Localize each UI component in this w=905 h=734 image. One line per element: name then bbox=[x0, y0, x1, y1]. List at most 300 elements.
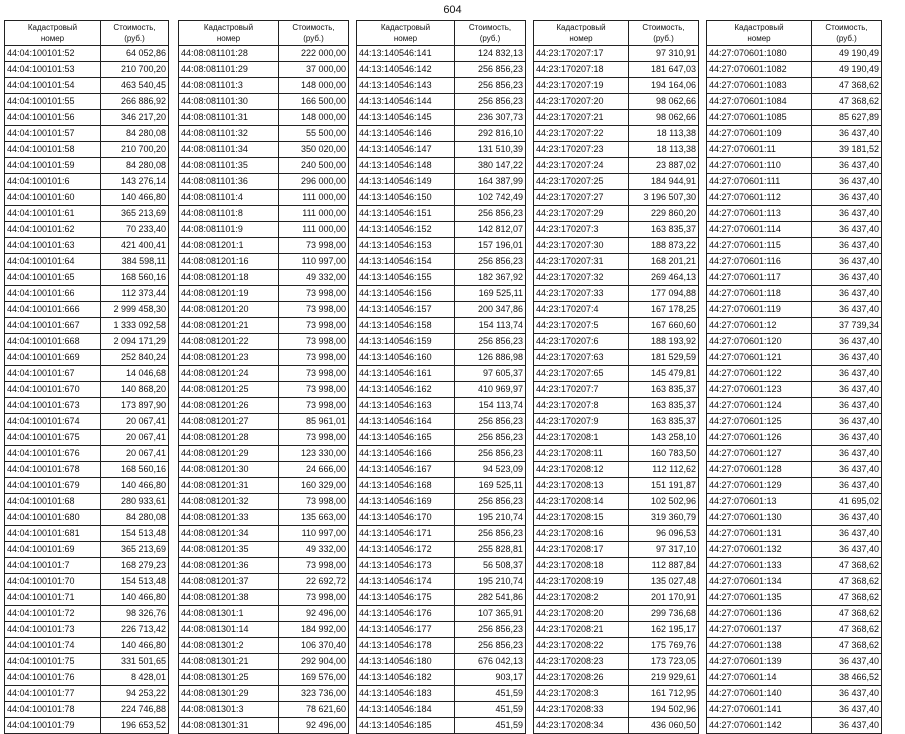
cadastral-number-cell: 44:08:081101:31 bbox=[179, 110, 279, 126]
cadastral-number-cell: 44:13:140546:151 bbox=[357, 206, 455, 222]
cost-cell: 210 700,20 bbox=[101, 142, 169, 158]
cadastral-number-cell: 44:13:140546:157 bbox=[357, 302, 455, 318]
cost-cell: 256 856,23 bbox=[455, 62, 526, 78]
table-row bbox=[5, 62, 169, 78]
cost-cell: 47 368,62 bbox=[812, 638, 882, 654]
table-row bbox=[707, 622, 882, 638]
cost-cell: 188 193,92 bbox=[629, 334, 699, 350]
table-row bbox=[707, 158, 882, 174]
table-row bbox=[534, 46, 699, 62]
table-row bbox=[534, 270, 699, 286]
table-row bbox=[707, 430, 882, 446]
cadastral-number-cell: 44:13:140546:152 bbox=[357, 222, 455, 238]
cost-cell: 112 887,84 bbox=[629, 558, 699, 574]
cadastral-number-cell: 44:04:100101:59 bbox=[5, 158, 101, 174]
cadastral-number-cell: 44:13:140546:184 bbox=[357, 702, 455, 718]
cadastral-number-cell: 44:27:070601:134 bbox=[707, 574, 812, 590]
cadastral-number-cell: 44:08:081201:25 bbox=[179, 382, 279, 398]
cadastral-number-cell: 44:04:100101:75 bbox=[5, 654, 101, 670]
cadastral-number-cell: 44:13:140546:163 bbox=[357, 398, 455, 414]
cadastral-number-cell: 44:27:070601:124 bbox=[707, 398, 812, 414]
cost-cell: 365 213,69 bbox=[101, 206, 169, 222]
cost-cell: 73 998,00 bbox=[279, 366, 349, 382]
cost-cell: 73 998,00 bbox=[279, 398, 349, 414]
cost-cell: 676 042,13 bbox=[455, 654, 526, 670]
cost-cell: 36 437,40 bbox=[812, 190, 882, 206]
cadastral-number-cell: 44:23:170207:18 bbox=[534, 62, 629, 78]
cost-cell: 188 873,22 bbox=[629, 238, 699, 254]
cadastral-number-cell: 44:08:081201:30 bbox=[179, 462, 279, 478]
table-row bbox=[707, 270, 882, 286]
cadastral-number-cell: 44:13:140546:165 bbox=[357, 430, 455, 446]
table-row bbox=[5, 654, 169, 670]
table-row bbox=[5, 78, 169, 94]
cadastral-number-cell: 44:23:170207:17 bbox=[534, 46, 629, 62]
cadastral-number-cell: 44:23:170207:4 bbox=[534, 302, 629, 318]
cadastral-number-cell: 44:23:170208:16 bbox=[534, 526, 629, 542]
header-cost: Стоимость, (руб.) bbox=[455, 21, 526, 46]
cost-cell: 36 437,40 bbox=[812, 350, 882, 366]
cost-cell: 73 998,00 bbox=[279, 238, 349, 254]
cadastral-number-cell: 44:23:170207:63 bbox=[534, 350, 629, 366]
cost-cell: 256 856,23 bbox=[455, 446, 526, 462]
table-row bbox=[179, 462, 349, 478]
table-row bbox=[179, 446, 349, 462]
cadastral-number-cell: 44:04:100101:69 bbox=[5, 542, 101, 558]
cadastral-number-cell: 44:04:100101:71 bbox=[5, 590, 101, 606]
cadastral-number-cell: 44:04:100101:52 bbox=[5, 46, 101, 62]
cadastral-number-cell: 44:23:170207:27 bbox=[534, 190, 629, 206]
cadastral-number-cell: 44:08:081301:21 bbox=[179, 654, 279, 670]
cost-cell: 256 856,23 bbox=[455, 494, 526, 510]
cost-cell: 256 856,23 bbox=[455, 526, 526, 542]
cadastral-number-cell: 44:08:081101:3 bbox=[179, 78, 279, 94]
table-row bbox=[357, 254, 526, 270]
cost-cell: 85 627,89 bbox=[812, 110, 882, 126]
cadastral-number-cell: 44:27:070601:131 bbox=[707, 526, 812, 542]
cost-cell: 73 998,00 bbox=[279, 494, 349, 510]
table-row bbox=[534, 494, 699, 510]
cadastral-number-cell: 44:27:070601:114 bbox=[707, 222, 812, 238]
cadastral-number-cell: 44:08:081101:32 bbox=[179, 126, 279, 142]
cost-cell: 37 000,00 bbox=[279, 62, 349, 78]
cadastral-number-cell: 44:27:070601:113 bbox=[707, 206, 812, 222]
cadastral-number-cell: 44:08:081201:1 bbox=[179, 238, 279, 254]
cadastral-number-cell: 44:23:170208:11 bbox=[534, 446, 629, 462]
cadastral-number-cell: 44:27:070601:11 bbox=[707, 142, 812, 158]
table-row bbox=[707, 254, 882, 270]
table-row bbox=[357, 174, 526, 190]
cost-cell: 184 944,91 bbox=[629, 174, 699, 190]
cadastral-number-cell: 44:04:100101:63 bbox=[5, 238, 101, 254]
cadastral-number-cell: 44:27:070601:138 bbox=[707, 638, 812, 654]
cost-cell: 135 027,48 bbox=[629, 574, 699, 590]
cadastral-number-cell: 44:08:081201:29 bbox=[179, 446, 279, 462]
cost-cell: 36 437,40 bbox=[812, 254, 882, 270]
cadastral-number-cell: 44:13:140546:166 bbox=[357, 446, 455, 462]
cost-cell: 14 046,68 bbox=[101, 366, 169, 382]
table-row bbox=[534, 510, 699, 526]
cadastral-number-cell: 44:13:140546:149 bbox=[357, 174, 455, 190]
cost-cell: 124 832,13 bbox=[455, 46, 526, 62]
cost-cell: 84 280,08 bbox=[101, 158, 169, 174]
table-row bbox=[5, 718, 169, 734]
cost-cell: 2 999 458,30 bbox=[101, 302, 169, 318]
cadastral-table-4 bbox=[533, 20, 699, 734]
cost-cell: 131 510,39 bbox=[455, 142, 526, 158]
cadastral-number-cell: 44:08:081201:36 bbox=[179, 558, 279, 574]
cost-cell: 256 856,23 bbox=[455, 414, 526, 430]
cadastral-number-cell: 44:04:100101:675 bbox=[5, 430, 101, 446]
cadastral-number-cell: 44:23:170207:30 bbox=[534, 238, 629, 254]
table-row bbox=[707, 174, 882, 190]
cadastral-number-cell: 44:04:100101:68 bbox=[5, 494, 101, 510]
cost-cell: 36 437,40 bbox=[812, 206, 882, 222]
cadastral-number-cell: 44:08:081101:30 bbox=[179, 94, 279, 110]
cost-cell: 210 700,20 bbox=[101, 62, 169, 78]
table-row bbox=[179, 606, 349, 622]
cost-cell: 36 437,40 bbox=[812, 414, 882, 430]
cadastral-number-cell: 44:13:140546:155 bbox=[357, 270, 455, 286]
cadastral-number-cell: 44:23:170208:20 bbox=[534, 606, 629, 622]
cadastral-number-cell: 44:27:070601:142 bbox=[707, 718, 812, 734]
cost-cell: 36 437,40 bbox=[812, 510, 882, 526]
table-row bbox=[179, 654, 349, 670]
table-row bbox=[534, 606, 699, 622]
table-row bbox=[179, 366, 349, 382]
table-row bbox=[534, 382, 699, 398]
header-cost: Стоимость, (руб.) bbox=[629, 21, 699, 46]
cost-cell: 292 904,00 bbox=[279, 654, 349, 670]
cost-cell: 36 437,40 bbox=[812, 302, 882, 318]
cost-cell: 463 540,45 bbox=[101, 78, 169, 94]
cost-cell: 161 712,95 bbox=[629, 686, 699, 702]
cadastral-number-cell: 44:13:140546:145 bbox=[357, 110, 455, 126]
cadastral-number-cell: 44:04:100101:79 bbox=[5, 718, 101, 734]
table-row bbox=[179, 222, 349, 238]
cost-cell: 140 466,80 bbox=[101, 638, 169, 654]
table-row bbox=[179, 542, 349, 558]
cadastral-number-cell: 44:08:081301:25 bbox=[179, 670, 279, 686]
table-row bbox=[534, 446, 699, 462]
cost-cell: 224 746,88 bbox=[101, 702, 169, 718]
table-row bbox=[707, 110, 882, 126]
cost-cell: 98 326,76 bbox=[101, 606, 169, 622]
cadastral-number-cell: 44:27:070601:112 bbox=[707, 190, 812, 206]
cadastral-number-cell: 44:04:100101:679 bbox=[5, 478, 101, 494]
cadastral-number-cell: 44:27:070601:1084 bbox=[707, 94, 812, 110]
cadastral-number-cell: 44:23:170207:24 bbox=[534, 158, 629, 174]
cadastral-number-cell: 44:04:100101:62 bbox=[5, 222, 101, 238]
cost-cell: 84 280,08 bbox=[101, 126, 169, 142]
table-row bbox=[179, 94, 349, 110]
cadastral-number-cell: 44:04:100101:70 bbox=[5, 574, 101, 590]
table-row bbox=[5, 590, 169, 606]
table-row bbox=[5, 702, 169, 718]
cost-cell: 94 523,09 bbox=[455, 462, 526, 478]
table-row bbox=[179, 622, 349, 638]
table-row bbox=[534, 62, 699, 78]
table-row bbox=[534, 350, 699, 366]
cost-cell: 47 368,62 bbox=[812, 574, 882, 590]
cost-cell: 36 437,40 bbox=[812, 446, 882, 462]
cost-cell: 73 998,00 bbox=[279, 350, 349, 366]
table-row bbox=[357, 238, 526, 254]
cost-cell: 135 663,00 bbox=[279, 510, 349, 526]
cost-cell: 182 367,92 bbox=[455, 270, 526, 286]
table-row bbox=[179, 270, 349, 286]
table-row bbox=[707, 334, 882, 350]
cost-cell: 142 812,07 bbox=[455, 222, 526, 238]
cadastral-number-cell: 44:27:070601:14 bbox=[707, 670, 812, 686]
cadastral-number-cell: 44:13:140546:148 bbox=[357, 158, 455, 174]
cadastral-table-1 bbox=[4, 20, 169, 734]
cadastral-number-cell: 44:13:140546:169 bbox=[357, 494, 455, 510]
table-row bbox=[707, 222, 882, 238]
cadastral-number-cell: 44:23:170207:29 bbox=[534, 206, 629, 222]
table-row bbox=[707, 366, 882, 382]
cadastral-number-cell: 44:23:170208:34 bbox=[534, 718, 629, 734]
cadastral-number-cell: 44:13:140546:168 bbox=[357, 478, 455, 494]
cost-cell: 73 998,00 bbox=[279, 334, 349, 350]
cadastral-number-cell: 44:08:081101:9 bbox=[179, 222, 279, 238]
table-row bbox=[707, 462, 882, 478]
cadastral-number-cell: 44:27:070601:125 bbox=[707, 414, 812, 430]
cost-cell: 23 887,02 bbox=[629, 158, 699, 174]
cadastral-number-cell: 44:23:170208:3 bbox=[534, 686, 629, 702]
table-row bbox=[5, 110, 169, 126]
cost-cell: 255 828,81 bbox=[455, 542, 526, 558]
cadastral-number-cell: 44:23:170208:26 bbox=[534, 670, 629, 686]
cost-cell: 36 437,40 bbox=[812, 478, 882, 494]
cost-cell: 167 178,25 bbox=[629, 302, 699, 318]
cost-cell: 269 464,13 bbox=[629, 270, 699, 286]
cadastral-number-cell: 44:23:170207:22 bbox=[534, 126, 629, 142]
cost-cell: 140 868,20 bbox=[101, 382, 169, 398]
table-row bbox=[357, 222, 526, 238]
cadastral-number-cell: 44:08:081201:24 bbox=[179, 366, 279, 382]
table-row bbox=[179, 510, 349, 526]
cadastral-number-cell: 44:27:070601:1082 bbox=[707, 62, 812, 78]
cadastral-number-cell: 44:23:170208:13 bbox=[534, 478, 629, 494]
cost-cell: 92 496,00 bbox=[279, 718, 349, 734]
table-row bbox=[179, 350, 349, 366]
table-row bbox=[357, 334, 526, 350]
cost-cell: 163 835,37 bbox=[629, 382, 699, 398]
cadastral-number-cell: 44:08:081201:22 bbox=[179, 334, 279, 350]
table-row bbox=[707, 302, 882, 318]
table-row bbox=[5, 686, 169, 702]
table-row bbox=[357, 686, 526, 702]
table-row bbox=[707, 318, 882, 334]
cost-cell: 36 437,40 bbox=[812, 398, 882, 414]
cadastral-number-cell: 44:23:170208:14 bbox=[534, 494, 629, 510]
cost-cell: 73 998,00 bbox=[279, 558, 349, 574]
cadastral-number-cell: 44:08:081301:1 bbox=[179, 606, 279, 622]
cadastral-number-cell: 44:08:081201:16 bbox=[179, 254, 279, 270]
cost-cell: 47 368,62 bbox=[812, 590, 882, 606]
table-header-row bbox=[534, 21, 699, 46]
cadastral-number-cell: 44:27:070601:130 bbox=[707, 510, 812, 526]
table-row bbox=[179, 286, 349, 302]
cadastral-number-cell: 44:13:140546:172 bbox=[357, 542, 455, 558]
cadastral-number-cell: 44:23:170207:20 bbox=[534, 94, 629, 110]
cost-cell: 2 094 171,29 bbox=[101, 334, 169, 350]
table-row bbox=[179, 126, 349, 142]
cost-cell: 280 933,61 bbox=[101, 494, 169, 510]
table-row bbox=[357, 142, 526, 158]
cadastral-number-cell: 44:27:070601:120 bbox=[707, 334, 812, 350]
table-row bbox=[357, 542, 526, 558]
cadastral-number-cell: 44:04:100101:6 bbox=[5, 174, 101, 190]
cost-cell: 236 307,73 bbox=[455, 110, 526, 126]
cadastral-number-cell: 44:23:170207:65 bbox=[534, 366, 629, 382]
table-row bbox=[707, 142, 882, 158]
cost-cell: 8 428,01 bbox=[101, 670, 169, 686]
cost-cell: 451,59 bbox=[455, 686, 526, 702]
cost-cell: 168 560,16 bbox=[101, 462, 169, 478]
cost-cell: 73 998,00 bbox=[279, 286, 349, 302]
table-row bbox=[707, 478, 882, 494]
cadastral-number-cell: 44:13:140546:156 bbox=[357, 286, 455, 302]
cadastral-number-cell: 44:23:170208:23 bbox=[534, 654, 629, 670]
table-row bbox=[179, 590, 349, 606]
table-row bbox=[179, 494, 349, 510]
table-row bbox=[357, 558, 526, 574]
cadastral-number-cell: 44:27:070601:115 bbox=[707, 238, 812, 254]
table-row bbox=[179, 558, 349, 574]
table-row bbox=[179, 414, 349, 430]
table-row bbox=[707, 590, 882, 606]
cadastral-number-cell: 44:04:100101:680 bbox=[5, 510, 101, 526]
cadastral-number-cell: 44:13:140546:180 bbox=[357, 654, 455, 670]
table-row bbox=[357, 302, 526, 318]
cadastral-number-cell: 44:13:140546:178 bbox=[357, 638, 455, 654]
cadastral-number-cell: 44:13:140546:185 bbox=[357, 718, 455, 734]
cadastral-number-cell: 44:23:170208:12 bbox=[534, 462, 629, 478]
cadastral-number-cell: 44:23:170208:15 bbox=[534, 510, 629, 526]
cadastral-number-cell: 44:04:100101:666 bbox=[5, 302, 101, 318]
cost-cell: 154 113,74 bbox=[455, 318, 526, 334]
cost-cell: 200 347,86 bbox=[455, 302, 526, 318]
table-row bbox=[5, 286, 169, 302]
cadastral-number-cell: 44:27:070601:141 bbox=[707, 702, 812, 718]
table-row bbox=[534, 670, 699, 686]
cost-cell: 36 437,40 bbox=[812, 542, 882, 558]
table-row bbox=[707, 78, 882, 94]
table-row bbox=[707, 62, 882, 78]
cost-cell: 384 598,11 bbox=[101, 254, 169, 270]
cadastral-number-cell: 44:27:070601:137 bbox=[707, 622, 812, 638]
header-cost: Стоимость, (руб.) bbox=[101, 21, 169, 46]
table-row bbox=[357, 286, 526, 302]
cadastral-number-cell: 44:13:140546:154 bbox=[357, 254, 455, 270]
table-row bbox=[534, 558, 699, 574]
cadastral-number-cell: 44:04:100101:676 bbox=[5, 446, 101, 462]
cadastral-number-cell: 44:23:170208:17 bbox=[534, 542, 629, 558]
table-row bbox=[707, 702, 882, 718]
table-row bbox=[5, 174, 169, 190]
table-row bbox=[534, 94, 699, 110]
table-row bbox=[534, 206, 699, 222]
cost-cell: 41 695,02 bbox=[812, 494, 882, 510]
cost-cell: 162 195,17 bbox=[629, 622, 699, 638]
table-row bbox=[357, 510, 526, 526]
table-row bbox=[179, 398, 349, 414]
cost-cell: 240 500,00 bbox=[279, 158, 349, 174]
table-row bbox=[357, 318, 526, 334]
cost-cell: 36 437,40 bbox=[812, 462, 882, 478]
cost-cell: 177 094,88 bbox=[629, 286, 699, 302]
cadastral-number-cell: 44:23:170207:3 bbox=[534, 222, 629, 238]
cost-cell: 78 621,60 bbox=[279, 702, 349, 718]
cost-cell: 256 856,23 bbox=[455, 94, 526, 110]
cost-cell: 47 368,62 bbox=[812, 558, 882, 574]
table-row bbox=[707, 238, 882, 254]
cadastral-number-cell: 44:13:140546:160 bbox=[357, 350, 455, 366]
table-row bbox=[534, 110, 699, 126]
table-row bbox=[707, 206, 882, 222]
header-cadastral-number: Кадастровый номер bbox=[357, 21, 455, 46]
cost-cell: 37 739,34 bbox=[812, 318, 882, 334]
cost-cell: 73 998,00 bbox=[279, 430, 349, 446]
cost-cell: 143 276,14 bbox=[101, 174, 169, 190]
table-row bbox=[534, 414, 699, 430]
cadastral-number-cell: 44:23:170208:21 bbox=[534, 622, 629, 638]
cadastral-number-cell: 44:23:170207:19 bbox=[534, 78, 629, 94]
cadastral-number-cell: 44:08:081301:3 bbox=[179, 702, 279, 718]
cadastral-number-cell: 44:04:100101:673 bbox=[5, 398, 101, 414]
cadastral-number-cell: 44:04:100101:678 bbox=[5, 462, 101, 478]
table-row bbox=[179, 478, 349, 494]
table-row bbox=[5, 334, 169, 350]
cadastral-number-cell: 44:27:070601:129 bbox=[707, 478, 812, 494]
cost-cell: 18 113,38 bbox=[629, 126, 699, 142]
header-cost: Стоимость, (руб.) bbox=[812, 21, 882, 46]
cadastral-number-cell: 44:13:140546:159 bbox=[357, 334, 455, 350]
table-row bbox=[707, 670, 882, 686]
cadastral-number-cell: 44:04:100101:7 bbox=[5, 558, 101, 574]
cadastral-number-cell: 44:08:081101:34 bbox=[179, 142, 279, 158]
cost-cell: 365 213,69 bbox=[101, 542, 169, 558]
table-header-row bbox=[5, 21, 169, 46]
table-row bbox=[5, 510, 169, 526]
cadastral-number-cell: 44:23:170207:31 bbox=[534, 254, 629, 270]
cadastral-number-cell: 44:23:170207:7 bbox=[534, 382, 629, 398]
cost-cell: 282 541,86 bbox=[455, 590, 526, 606]
cost-cell: 168 560,16 bbox=[101, 270, 169, 286]
cost-cell: 85 961,01 bbox=[279, 414, 349, 430]
cost-cell: 219 929,61 bbox=[629, 670, 699, 686]
cadastral-number-cell: 44:23:170207:9 bbox=[534, 414, 629, 430]
cadastral-number-cell: 44:27:070601:132 bbox=[707, 542, 812, 558]
table-row bbox=[357, 606, 526, 622]
cadastral-number-cell: 44:08:081201:19 bbox=[179, 286, 279, 302]
cost-cell: 350 020,00 bbox=[279, 142, 349, 158]
cadastral-number-cell: 44:23:170207:32 bbox=[534, 270, 629, 286]
table-row bbox=[707, 398, 882, 414]
table-row bbox=[357, 446, 526, 462]
table-header-row bbox=[179, 21, 349, 46]
cost-cell: 169 525,11 bbox=[455, 478, 526, 494]
table-row bbox=[179, 142, 349, 158]
table-row bbox=[5, 526, 169, 542]
cost-cell: 256 856,23 bbox=[455, 430, 526, 446]
cost-cell: 36 437,40 bbox=[812, 222, 882, 238]
cost-cell: 184 992,00 bbox=[279, 622, 349, 638]
cost-cell: 181 529,59 bbox=[629, 350, 699, 366]
cost-cell: 94 253,22 bbox=[101, 686, 169, 702]
